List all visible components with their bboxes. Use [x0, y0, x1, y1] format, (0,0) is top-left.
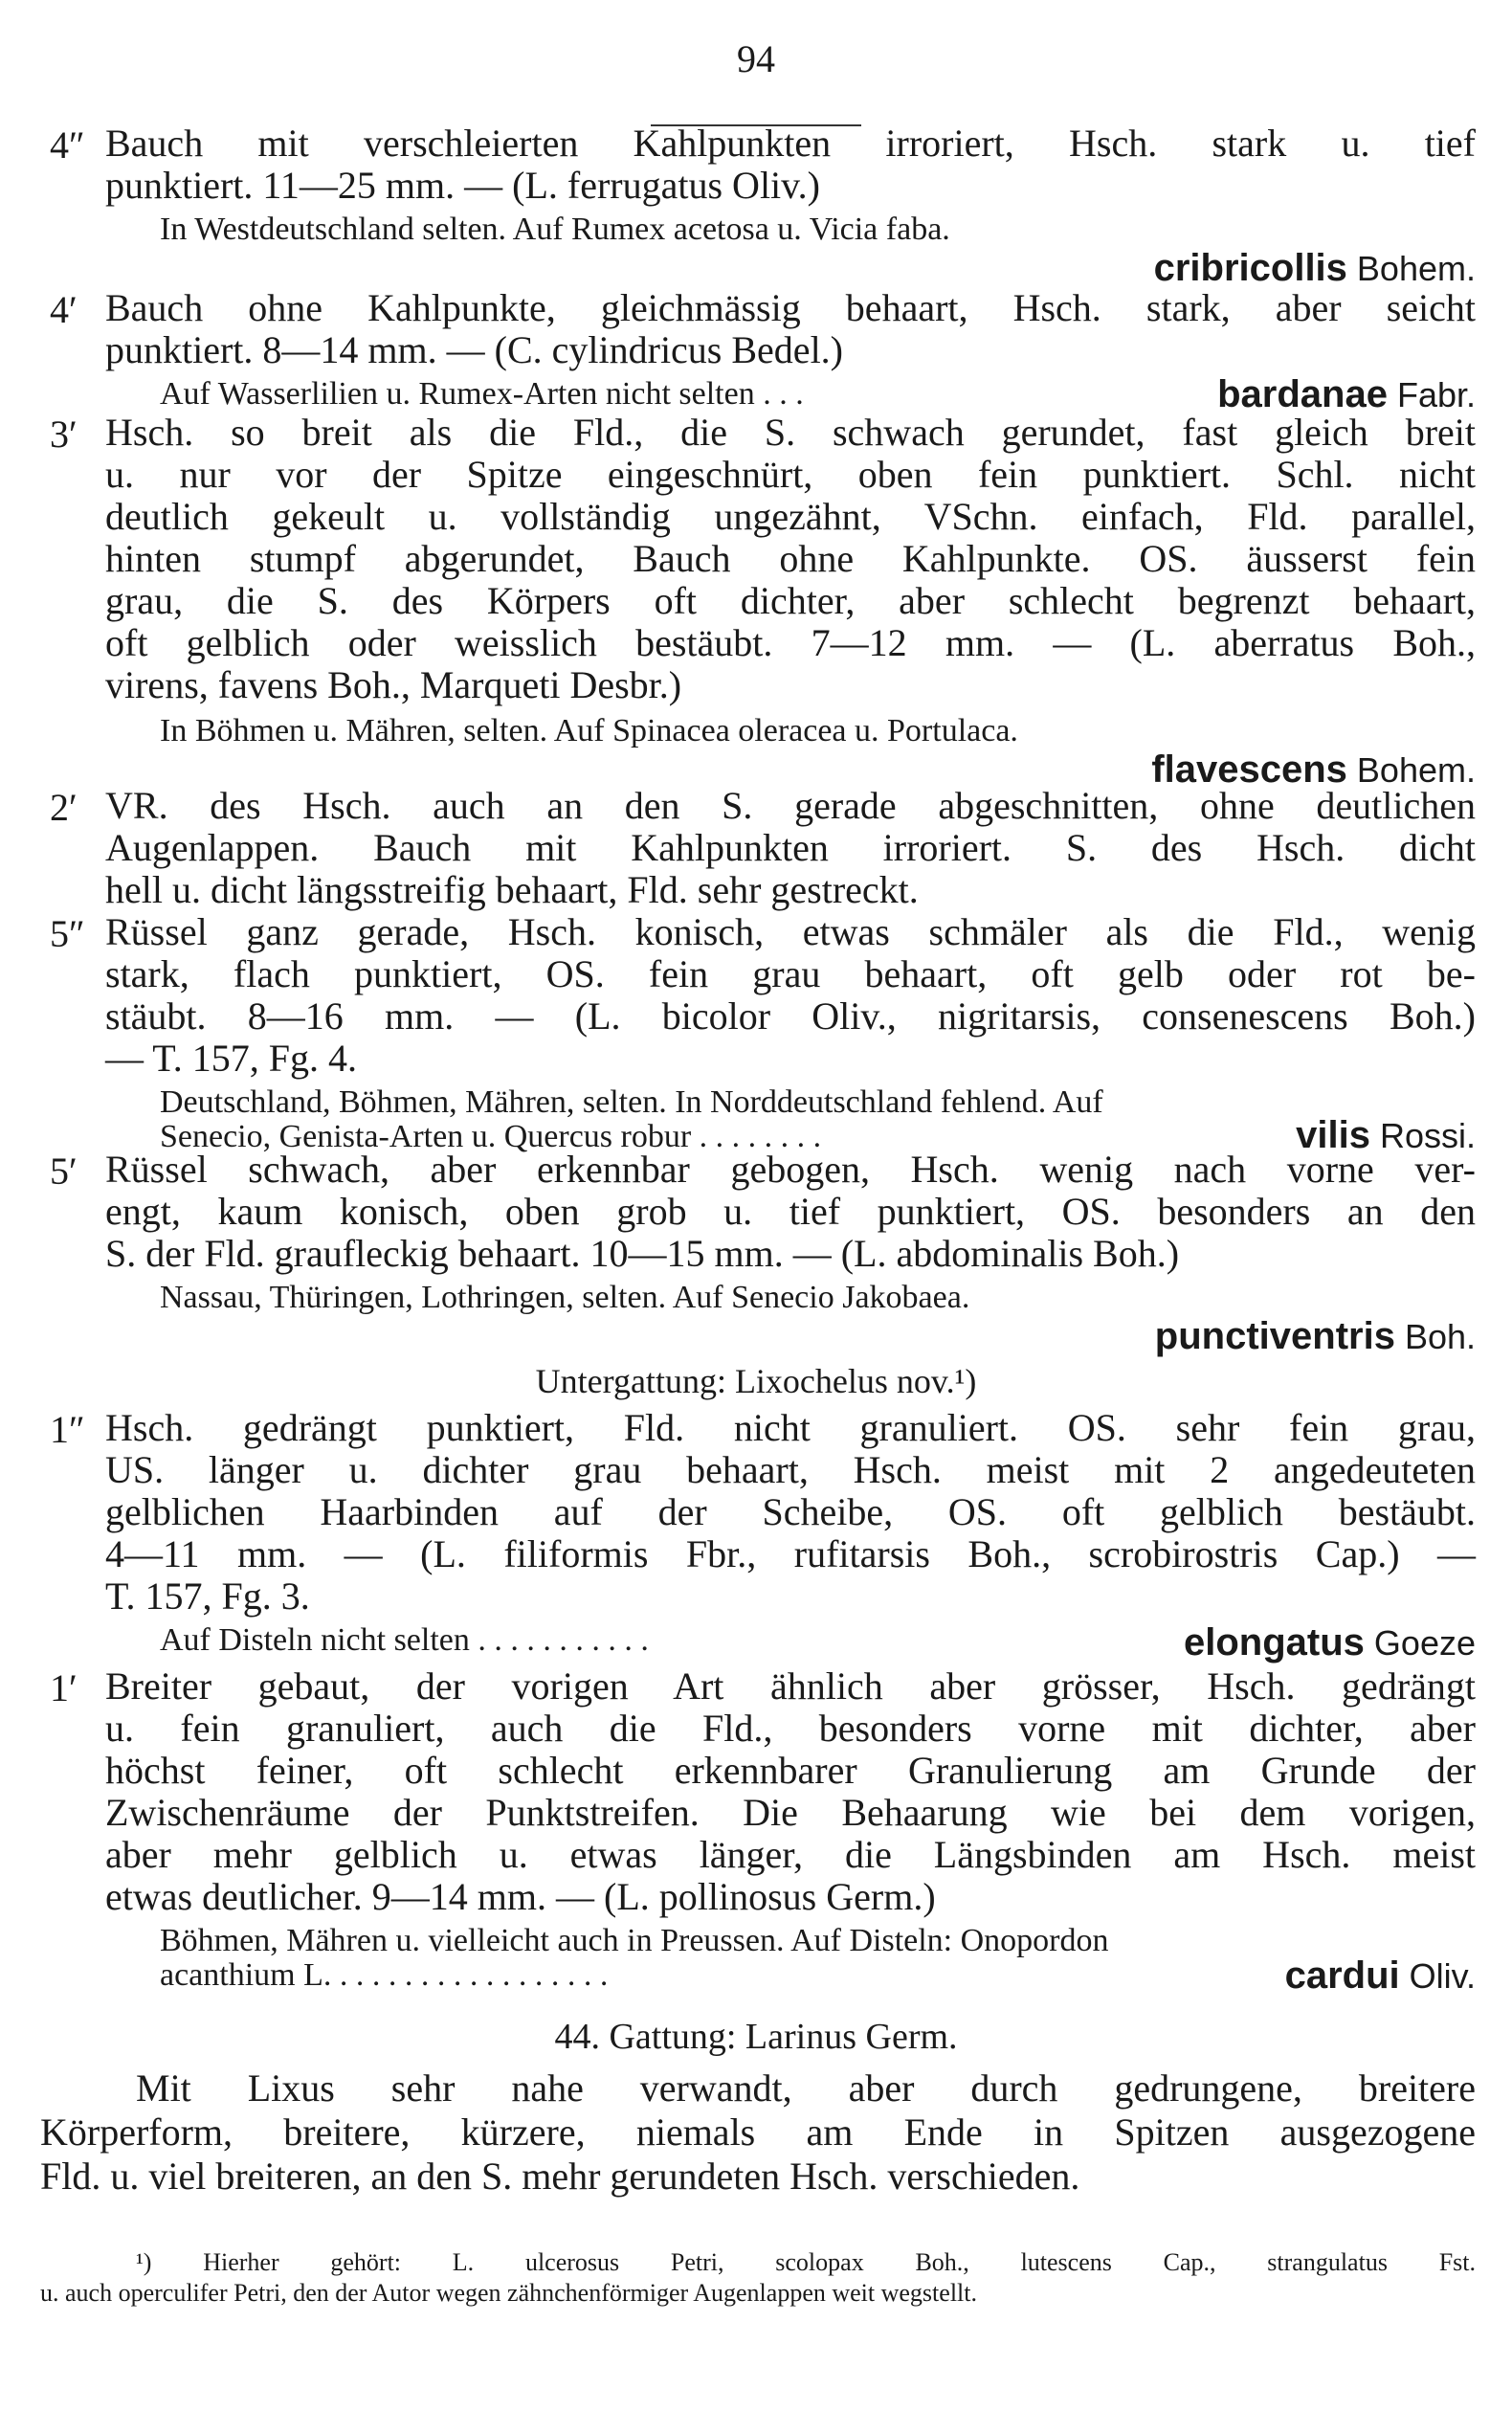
- body-line: Körperform, breitere, kürzere, niemals am Ende in Spitzen ausgezogene: [40, 2110, 1476, 2154]
- species-name: [1154, 245, 1476, 290]
- species-name: [1184, 1619, 1476, 1664]
- entry-line: gelblichen Haarbinden auf der Scheibe, OS. oft gelblich bestäubt.: [105, 1490, 1476, 1533]
- entry-line: punktiert. 11—25 mm. — (L. ferrugatus Oliv.): [105, 164, 820, 207]
- entry-line: — T. 157, Fg. 4.: [105, 1037, 357, 1080]
- body-line: Mit Lixus sehr nahe verwandt, aber durch gedrungene, breitere: [136, 2066, 1476, 2110]
- entry-line: aber mehr gelblich u. etwas länger, die Längsbinden am Hsch. meist: [105, 1833, 1476, 1876]
- species-epithet: vilis: [1296, 1114, 1370, 1156]
- subgenus-heading: Untergattung: Lixochelus nov.¹): [535, 1362, 977, 1400]
- locality-note: Deutschland, Böhmen, Mähren, selten. In Norddeutschland fehlend. Auf: [160, 1084, 1103, 1120]
- entry-line: VR. des Hsch. auch an den S. gerade abgeschnitten, ohne deutlichen: [105, 784, 1476, 827]
- entry-line: Rüssel schwach, aber erkennbar gebogen, Hsch. wenig nach vorne ver-: [105, 1148, 1476, 1191]
- species-name: [1155, 1313, 1476, 1358]
- entry-line: Hsch. gedrängt punktiert, Fld. nicht granuliert. OS. sehr fein grau,: [105, 1406, 1476, 1449]
- footnote-line: u. auch operculifer Petri, den der Autor wegen zähnchenförmiger Augenlappen weit wegstellt.: [40, 2279, 977, 2307]
- couplet-number: 1′: [50, 1666, 78, 1709]
- footnote-line: ¹) Hierher gehört: L. ulcerosus Petri, scolopax Boh., lutescens Cap., strangulatus Fst.: [136, 2248, 1476, 2276]
- locality-note: Auf Wasserlilien u. Rumex-Arten nicht selten . . .: [160, 376, 804, 412]
- locality-note-cont: acanthium L. . . . . . . . . . . . . . . . . .: [160, 1957, 609, 1993]
- entry-line: virens, favens Boh., Marqueti Desbr.): [105, 663, 682, 706]
- locality-note: In Westdeutschland selten. Auf Rumex acetosa u. Vicia faba.: [160, 212, 950, 247]
- key-entry-4a: [50, 287, 1476, 421]
- body-line: Fld. u. viel breiteren, an den S. mehr gerundeten Hsch. verschieden.: [40, 2155, 1080, 2198]
- entry-line: stark, flach punktiert, OS. fein grau behaart, oft gelb oder rot be-: [105, 952, 1476, 995]
- entry-line: 4—11 mm. — (L. filiformis Fbr., rufitarsis Boh., scrobirostris Cap.) —: [105, 1532, 1476, 1575]
- entry-line: Bauch mit verschleierten Kahlpunkten irroriert, Hsch. stark u. tief: [105, 122, 1476, 165]
- entry-line: Breiter gebaut, der vorigen Art ähnlich aber grösser, Hsch. gedrängt: [105, 1664, 1476, 1708]
- key-entry-5b: [50, 910, 1476, 1156]
- species-author: Oliv.: [1409, 1956, 1476, 1996]
- species-author: Boh.: [1404, 1317, 1476, 1356]
- species-name: [1217, 371, 1476, 416]
- entry-line: höchst feiner, oft schlecht erkennbarer Granulierung am Grunde der: [105, 1749, 1476, 1792]
- couplet-number: 3′: [50, 413, 78, 456]
- couplet-number: 5′: [50, 1150, 78, 1193]
- entry-line: engt, kaum konisch, oben grob u. tief punktiert, OS. besonders an den: [105, 1190, 1476, 1233]
- entry-line: Bauch ohne Kahlpunkte, gleichmässig behaart, Hsch. stark, aber seicht: [105, 286, 1476, 329]
- couplet-number: 4′: [50, 288, 78, 331]
- genus-heading: 44. Gattung: Larinus Germ.: [554, 2017, 958, 2057]
- entry-line: oft gelblich oder weisslich bestäubt. 7—12 mm. — (L. aberratus Boh.,: [105, 621, 1476, 664]
- entry-line: T. 157, Fg. 3.: [105, 1574, 310, 1618]
- species-epithet: cribricollis: [1153, 247, 1347, 289]
- species-epithet: bardanae: [1217, 373, 1388, 415]
- couplet-number: 5″: [50, 912, 85, 955]
- entry-line: grau, die S. des Körpers oft dichter, aber schlecht begrenzt behaart,: [105, 579, 1476, 622]
- page-number: 94: [737, 37, 775, 80]
- footnote: [40, 2247, 1476, 2324]
- entry-line: hell u. dicht längsstreifig behaart, Fld. sehr gestreckt.: [105, 868, 919, 911]
- locality-note: Böhmen, Mähren u. vielleicht auch in Preussen. Auf Disteln: Onopordon: [160, 1923, 1109, 1958]
- key-entry-4b: [50, 123, 1476, 295]
- locality-note: Nassau, Thüringen, Lothringen, selten. Auf Senecio Jakobaea.: [160, 1280, 970, 1315]
- species-epithet: flavescens: [1151, 748, 1347, 791]
- locality-note: In Böhmen u. Mähren, selten. Auf Spinacea oleracea u. Portulaca.: [160, 713, 1018, 748]
- couplet-number: 1″: [50, 1408, 85, 1451]
- entry-line: hinten stumpf abgerundet, Bauch ohne Kahlpunkte. OS. äusserst fein: [105, 537, 1476, 580]
- species-author: Goeze: [1373, 1623, 1476, 1663]
- species-epithet: cardui: [1284, 1954, 1400, 1997]
- key-entry-2a: [50, 785, 1476, 919]
- locality-note: Auf Disteln nicht selten . . . . . . . . . . .: [160, 1622, 649, 1658]
- entry-line: S. der Fld. graufleckig behaart. 10—15 mm. — (L. abdominalis Boh.): [105, 1232, 1180, 1275]
- entry-line: Hsch. so breit als die Fld., die S. schwach gerundet, fast gleich breit: [105, 411, 1476, 454]
- entry-line: deutlich gekeult u. vollständig ungezähnt, VSchn. einfach, Fld. parallel,: [105, 495, 1476, 538]
- entry-line: etwas deutlicher. 9—14 mm. — (L. pollinosus Germ.): [105, 1875, 936, 1918]
- entry-line: u. nur vor der Spitze eingeschnürt, oben fein punktiert. Schl. nicht: [105, 453, 1476, 496]
- couplet-number: 4″: [50, 123, 85, 167]
- entry-line: US. länger u. dichter grau behaart, Hsch. meist mit 2 angedeuteten: [105, 1448, 1476, 1491]
- key-entry-1a: [50, 1665, 1476, 2000]
- entry-line: Zwischenräume der Punktstreifen. Die Behaarung wie bei dem vorigen,: [105, 1791, 1476, 1834]
- species-author: Bohem.: [1356, 750, 1476, 790]
- entry-line: stäubt. 8—16 mm. — (L. bicolor Oliv., nigritarsis, consenescens Boh.): [105, 994, 1476, 1038]
- entry-line: Augenlappen. Bauch mit Kahlpunkten irroriert. S. des Hsch. dicht: [105, 826, 1476, 869]
- species-author: Fabr.: [1396, 375, 1476, 414]
- couplet-number: 2′: [50, 786, 78, 829]
- key-entry-1b: [50, 1407, 1476, 1675]
- key-entry-3a: [50, 412, 1476, 794]
- species-name: [1285, 1953, 1476, 1998]
- key-entry-5a: [50, 1148, 1476, 1357]
- species-epithet: punctiventris: [1154, 1315, 1395, 1357]
- species-author: Bohem.: [1356, 249, 1476, 288]
- species-author: Rossi.: [1379, 1116, 1476, 1155]
- entry-line: punktiert. 8—14 mm. — (C. cylindricus Bedel.): [105, 328, 843, 371]
- entry-line: Rüssel ganz gerade, Hsch. konisch, etwas schmäler als die Fld., wenig: [105, 910, 1476, 953]
- species-epithet: elongatus: [1184, 1621, 1365, 1664]
- entry-line: u. fein granuliert, auch die Fld., besonders vorne mit dichter, aber: [105, 1707, 1476, 1750]
- locality-note-cont: Senecio, Genista-Arten u. Quercus robur . . . . . . . .: [160, 1119, 822, 1154]
- genus-description: [40, 2067, 1476, 2211]
